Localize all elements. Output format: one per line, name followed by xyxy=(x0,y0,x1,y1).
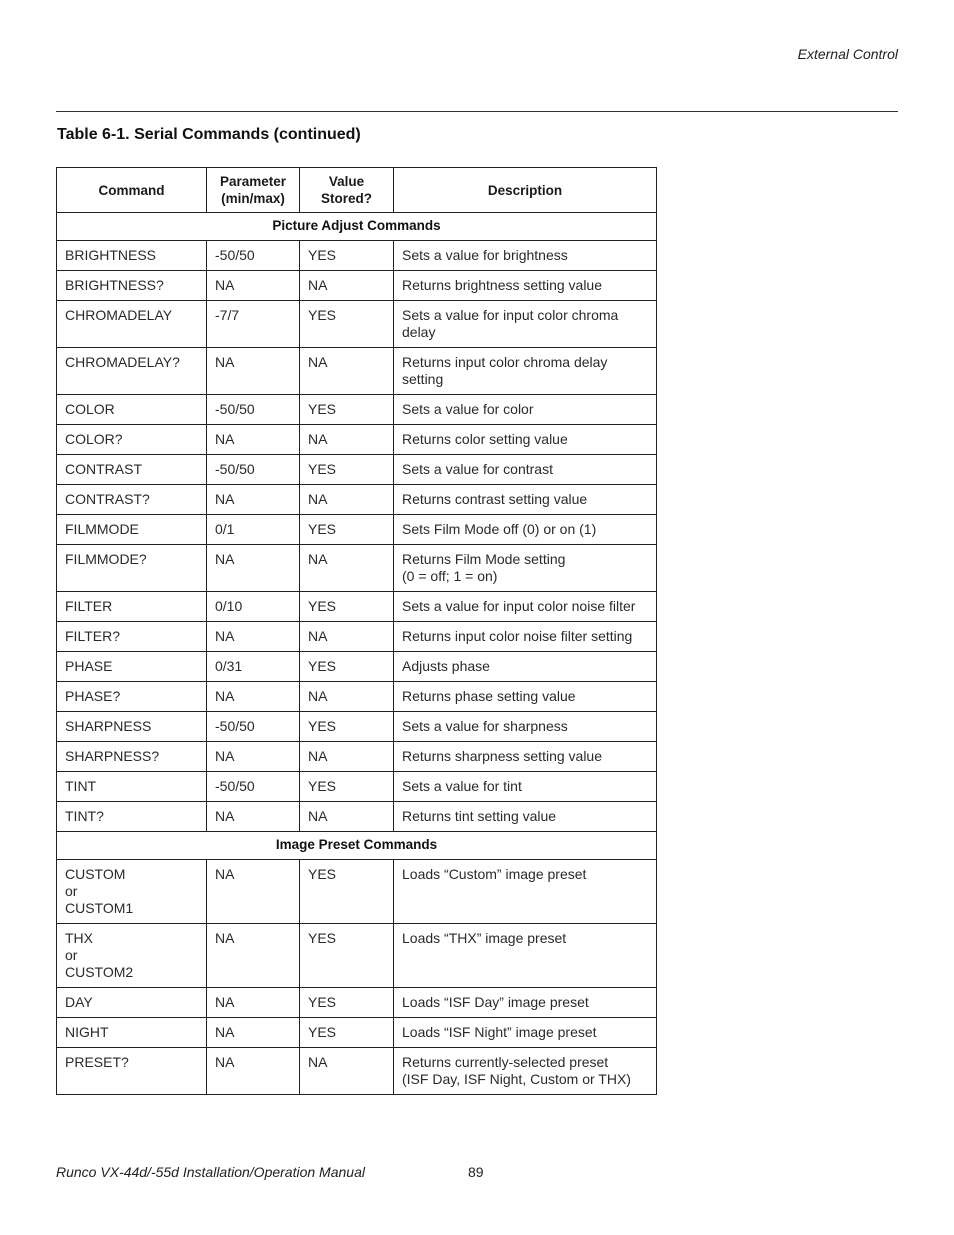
command-line: CHROMADELAY xyxy=(65,307,173,323)
column-header-description xyxy=(394,168,657,213)
command-line: FILMMODE xyxy=(65,521,139,537)
value-stored-cell: NA xyxy=(300,271,394,301)
column-header-line: (min/max) xyxy=(221,191,285,206)
table-row xyxy=(57,241,657,271)
table-header-row xyxy=(57,168,657,213)
command-line: TINT xyxy=(65,778,97,794)
command-line: or xyxy=(65,883,78,899)
description-cell xyxy=(394,271,657,301)
description-line: Returns contrast setting value xyxy=(402,491,588,507)
command-cell xyxy=(57,682,207,712)
parameter-cell: NA xyxy=(207,924,300,988)
description-line: Returns phase setting value xyxy=(402,688,576,704)
command-cell xyxy=(57,1018,207,1048)
description-line: Sets a value for contrast xyxy=(402,461,553,477)
command-cell xyxy=(57,348,207,395)
description-cell xyxy=(394,860,657,924)
value-stored-cell: NA xyxy=(300,545,394,592)
value-stored-cell: NA xyxy=(300,485,394,515)
parameter-cell: NA xyxy=(207,860,300,924)
parameter-cell: NA xyxy=(207,622,300,652)
value-stored-cell: NA xyxy=(300,622,394,652)
table-row xyxy=(57,485,657,515)
column-header-line: Parameter xyxy=(219,174,287,189)
command-cell xyxy=(57,395,207,425)
command-cell xyxy=(57,652,207,682)
description-line: Returns input color chroma delay setting xyxy=(402,354,608,387)
table-title: Table 6-1. Serial Commands (continued) xyxy=(57,126,361,143)
parameter-cell: -50/50 xyxy=(207,241,300,271)
section-row xyxy=(57,832,657,860)
parameter-cell: NA xyxy=(207,1048,300,1095)
command-line: THX xyxy=(65,930,93,946)
table-row xyxy=(57,301,657,348)
description-cell xyxy=(394,682,657,712)
command-cell xyxy=(57,1048,207,1095)
command-line: PRESET? xyxy=(65,1054,129,1070)
value-stored-cell: NA xyxy=(300,682,394,712)
description-cell xyxy=(394,1018,657,1048)
command-line: FILTER? xyxy=(65,628,120,644)
parameter-cell: -50/50 xyxy=(207,455,300,485)
value-stored-cell: YES xyxy=(300,772,394,802)
parameter-cell: NA xyxy=(207,545,300,592)
description-line: Loads “Custom” image preset xyxy=(402,866,587,882)
command-cell xyxy=(57,515,207,545)
value-stored-cell: NA xyxy=(300,348,394,395)
description-cell xyxy=(394,455,657,485)
value-stored-cell: YES xyxy=(300,988,394,1018)
command-cell xyxy=(57,712,207,742)
value-stored-cell: YES xyxy=(300,455,394,485)
value-stored-cell: YES xyxy=(300,860,394,924)
table-row xyxy=(57,592,657,622)
table-row xyxy=(57,348,657,395)
table-row xyxy=(57,395,657,425)
command-line: PHASE xyxy=(65,658,113,674)
value-stored-cell: YES xyxy=(300,924,394,988)
description-cell xyxy=(394,301,657,348)
command-cell xyxy=(57,545,207,592)
footer-page-number: 89 xyxy=(468,1164,484,1180)
column-header-line: Stored? xyxy=(320,191,372,206)
parameter-cell: 0/10 xyxy=(207,592,300,622)
parameter-cell: NA xyxy=(207,271,300,301)
table-row xyxy=(57,622,657,652)
description-cell xyxy=(394,241,657,271)
command-cell xyxy=(57,860,207,924)
description-line: Sets a value for sharpness xyxy=(402,718,568,734)
command-line: TINT? xyxy=(65,808,104,824)
parameter-cell: -50/50 xyxy=(207,712,300,742)
section-heading: Image Preset Commands xyxy=(57,832,657,860)
description-cell xyxy=(394,1048,657,1095)
parameter-cell: NA xyxy=(207,802,300,832)
header-rule xyxy=(56,111,898,112)
description-line: Returns brightness setting value xyxy=(402,277,602,293)
command-line: FILTER xyxy=(65,598,113,614)
description-line: Sets a value for input color noise filter xyxy=(402,598,636,614)
command-line: COLOR xyxy=(65,401,115,417)
value-stored-cell: YES xyxy=(300,1018,394,1048)
value-stored-cell: YES xyxy=(300,301,394,348)
description-line: (0 = off; 1 = on) xyxy=(402,568,498,584)
description-line: Loads “ISF Day” image preset xyxy=(402,994,589,1010)
description-line: Sets a value for input color chroma delay xyxy=(402,307,619,340)
table-row xyxy=(57,802,657,832)
table-header xyxy=(57,168,657,213)
parameter-cell: NA xyxy=(207,742,300,772)
description-cell xyxy=(394,545,657,592)
column-header-command xyxy=(57,168,207,213)
value-stored-cell: YES xyxy=(300,395,394,425)
description-line: Returns tint setting value xyxy=(402,808,557,824)
footer-manual-title: Runco VX-44d/-55d Installation/Operation Manual xyxy=(56,1164,365,1180)
description-line: Sets Film Mode off (0) or on (1) xyxy=(402,521,597,537)
table-row xyxy=(57,772,657,802)
running-header-section: External Control xyxy=(797,46,898,62)
command-line: FILMMODE? xyxy=(65,551,147,567)
value-stored-cell: NA xyxy=(300,802,394,832)
value-stored-cell: NA xyxy=(300,1048,394,1095)
description-line: Returns input color noise filter setting xyxy=(402,628,633,644)
value-stored-cell: NA xyxy=(300,425,394,455)
value-stored-cell: YES xyxy=(300,712,394,742)
parameter-cell: NA xyxy=(207,485,300,515)
column-header-line: Value xyxy=(328,174,365,189)
command-line: NIGHT xyxy=(65,1024,109,1040)
table-row xyxy=(57,712,657,742)
command-cell xyxy=(57,485,207,515)
table-row xyxy=(57,1048,657,1095)
table-row xyxy=(57,924,657,988)
parameter-cell: 0/1 xyxy=(207,515,300,545)
command-line: SHARPNESS xyxy=(65,718,152,734)
command-cell xyxy=(57,924,207,988)
parameter-cell: NA xyxy=(207,988,300,1018)
command-cell xyxy=(57,425,207,455)
description-line: Returns currently-selected preset xyxy=(402,1054,609,1070)
description-cell xyxy=(394,348,657,395)
parameter-cell: NA xyxy=(207,425,300,455)
command-line: COLOR? xyxy=(65,431,123,447)
value-stored-cell: YES xyxy=(300,652,394,682)
command-line: CUSTOM xyxy=(65,866,126,882)
description-cell xyxy=(394,802,657,832)
description-line: Sets a value for color xyxy=(402,401,534,417)
description-cell xyxy=(394,742,657,772)
column-header-line: Description xyxy=(487,182,563,198)
table-row xyxy=(57,682,657,712)
command-line: BRIGHTNESS? xyxy=(65,277,164,293)
command-cell xyxy=(57,271,207,301)
column-header-value-stored xyxy=(300,168,394,213)
value-stored-cell: YES xyxy=(300,241,394,271)
description-cell xyxy=(394,515,657,545)
command-line: BRIGHTNESS xyxy=(65,247,157,263)
description-line: Loads “THX” image preset xyxy=(402,930,567,946)
description-cell xyxy=(394,652,657,682)
serial-commands-table xyxy=(56,167,657,1095)
command-line: CHROMADELAY? xyxy=(65,354,180,370)
command-cell xyxy=(57,988,207,1018)
command-line: or xyxy=(65,947,78,963)
table-row xyxy=(57,652,657,682)
parameter-cell: -7/7 xyxy=(207,301,300,348)
description-cell xyxy=(394,622,657,652)
description-cell xyxy=(394,592,657,622)
description-line: Loads “ISF Night” image preset xyxy=(402,1024,597,1040)
parameter-cell: -50/50 xyxy=(207,772,300,802)
description-line: Returns sharpness setting value xyxy=(402,748,602,764)
description-cell xyxy=(394,425,657,455)
command-line: CONTRAST xyxy=(65,461,142,477)
column-header-parameter xyxy=(207,168,300,213)
parameter-cell: -50/50 xyxy=(207,395,300,425)
column-header-line: Command xyxy=(98,182,165,198)
command-cell xyxy=(57,802,207,832)
table-row xyxy=(57,425,657,455)
command-line: CUSTOM1 xyxy=(65,900,134,916)
description-cell xyxy=(394,772,657,802)
command-cell xyxy=(57,622,207,652)
command-cell xyxy=(57,301,207,348)
description-cell xyxy=(394,988,657,1018)
command-cell xyxy=(57,742,207,772)
description-line: Returns color setting value xyxy=(402,431,568,447)
command-line: PHASE? xyxy=(65,688,121,704)
table-row xyxy=(57,271,657,301)
value-stored-cell: NA xyxy=(300,742,394,772)
value-stored-cell: YES xyxy=(300,592,394,622)
description-line: Sets a value for brightness xyxy=(402,247,568,263)
command-cell xyxy=(57,455,207,485)
command-line: CUSTOM2 xyxy=(65,964,134,980)
command-cell xyxy=(57,592,207,622)
parameter-cell: NA xyxy=(207,682,300,712)
description-line: Returns Film Mode setting xyxy=(402,551,566,567)
table-row xyxy=(57,988,657,1018)
table-row xyxy=(57,860,657,924)
section-row xyxy=(57,213,657,241)
command-cell xyxy=(57,772,207,802)
table-body xyxy=(57,213,657,1095)
description-cell xyxy=(394,395,657,425)
command-line: CONTRAST? xyxy=(65,491,150,507)
table-row xyxy=(57,1018,657,1048)
parameter-cell: NA xyxy=(207,1018,300,1048)
parameter-cell: NA xyxy=(207,348,300,395)
command-line: DAY xyxy=(65,994,93,1010)
section-heading: Picture Adjust Commands xyxy=(57,213,657,241)
description-cell xyxy=(394,924,657,988)
table-row xyxy=(57,455,657,485)
description-cell xyxy=(394,485,657,515)
parameter-cell: 0/31 xyxy=(207,652,300,682)
description-line: (ISF Day, ISF Night, Custom or THX) xyxy=(402,1071,631,1087)
description-line: Sets a value for tint xyxy=(402,778,522,794)
value-stored-cell: YES xyxy=(300,515,394,545)
table-row xyxy=(57,742,657,772)
description-line: Adjusts phase xyxy=(402,658,490,674)
table-row xyxy=(57,515,657,545)
table-row xyxy=(57,545,657,592)
command-cell xyxy=(57,241,207,271)
description-cell xyxy=(394,712,657,742)
command-line: SHARPNESS? xyxy=(65,748,160,764)
